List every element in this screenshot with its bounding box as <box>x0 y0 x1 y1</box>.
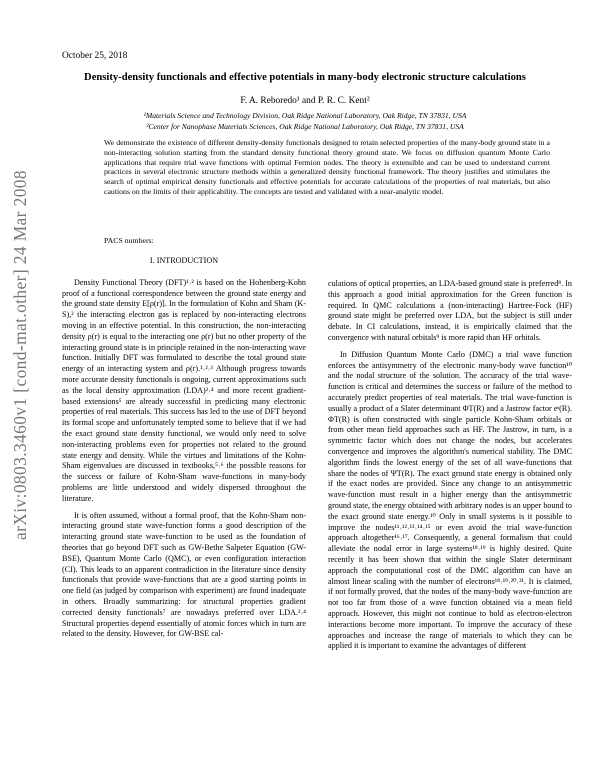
paragraph: culations of optical properties, an LDA-based ground state is preferred⁸. In this approach a good initial approximation for the Green function is required. In QMC calculations a (non-interacting) Hartree-Fock (HF) ground state might be preferred over LDA, but the subject is still under debate. In CI calculations, instead, it is empirically claimed that the convergence with natural orbitals⁹ is more rapid than HF orbitals. <box>328 279 572 342</box>
abstract: We demonstrate the existence of different density-density functionals designed to retain selected properties of the many-body ground state in a non-interacting solution starting from the standard density functional theory ground state. We focus on diffusion quantum Monte Carlo applications that require trial wave functions with optimal Fermion nodes. The theory is extensible and can be used to understand current practices in several electronic structure methods within a generalized density functional framework. The theory justifies and stimulates the search of optimal empirical density functionals and effective potentials for accurate calculations of the properties of real materials, but also cautions on the limits of their applicability. The concepts are tested and validated with a near-analytic model. <box>104 138 550 196</box>
affiliation-1: ¹Materials Science and Technology Division, Oak Ridge National Laboratory, Oak Ridge, TN 37831, USA <box>143 111 467 120</box>
arxiv-identifier: arXiv:0803.3460v1 [cond-mat.other] 24 Mar 2008 <box>10 170 30 540</box>
paper-title: Density-density functionals and effective potentials in many-body electronic structure calculations <box>84 72 526 83</box>
right-column <box>328 279 572 652</box>
paragraph: Density Functional Theory (DFT)¹˒² is based on the Hohenberg-Kohn proof of a functional correspondence between the ground state energy and the ground state density E[ρ(r)]. In the formulation of Kohn and Sham (K-S),² the interacting electron gas is replaced by non-interacting electrons moving in an effective potential. In this construction, the non-interacting density ρ(r) is equal to the interacting one ρ(r) but no other property of the interacting ground state is in principle retained in the non-interacting wave function. Initially DFT was formulated to describe the total ground state energy of an interacting system and ρ(r).¹˒²˒³ Although progress towards more accurate density functionals is ongoing, current approximations such as the local density approximation (LDA)²˒⁴ and more recent gradient-based extensions⁵ are already successful in predicting many electronic properties of real materials. This success has led to the use of DFT beyond its formal scope and unfortunately tempted some to believe that if we had the exact ground state density functional, we would only need to solve non-interacting problems even for properties not related to the ground state energy and density. While the virtues and limitations of the Kohn-Sham eigenvalues are discussed in textbooks,⁵˒⁶ the possible reasons for the success or failure of Kohn-Sham wave-functions in many-body problems are little understood and widely dispersed throughout the literature. <box>62 277 306 503</box>
affiliation-2: ²Center for Nanophase Materials Sciences, Oak Ridge National Laboratory, Oak Ridge, TN 37831, USA <box>146 122 464 131</box>
authors: F. A. Reboredo¹ and P. R. C. Kent² <box>240 96 370 106</box>
paragraph: In Diffusion Quantum Monte Carlo (DMC) a trial wave function enforces the antisymmetry of the electronic many-body wave function¹⁰ and the nodal structure of the solution. The accuracy of the trial wave-function is critical and determines the success or failure of the method to accurately predict properties of real materials. The trial wave-function is usually a product of a Slater determinant ΦT(R) and a Jastrow factor eˢ(R). ΦT(R) is often constructed with single particle Kohn-Sham orbitals or from other mean field approaches such as HF. The Jastrow, in turn, is a symmetric factor which does not change the nodes, but accelerates convergence and improves the algorithm's numerical stability. The DMC algorithm finds the lowest energy of the set of all wave-functions that share the nodes of ΨT(R). The exact ground state energy is obtained only if the exact nodes are provided. Since any change to an antisymmetric wave-function must result in a higher energy than the antisymmetric ground state, the energy obtained with arbitrary nodes is an upper bound to the exact ground state energy.¹⁰ Only in small systems is it possible to improve the nodes¹¹˒¹²˒¹³˒¹⁴˒¹⁵ or even avoid the trial wave-function approach altogether¹⁶˒¹⁷. Consequently, a general formalism that could alleviate the nodal error in large systems¹⁸˒¹⁹ is highly desired. Quite recently it has been shown that within the single Slater determinant approach the computational cost of the DMC algorithm can have an almost linear scaling with the number of electrons¹⁸˒¹⁹˒²⁰˒²¹. It is claimed, if not formally proved, that the nodes of the many-body wave-function are not too far from those of a wave function obtained via a mean field approach. However, this might not continue to hold as electron-electron interactions become more important. To improve the accuracy of these approaches and increase the range of materials to which they can be applied it is important to examine the advantages of different <box>328 349 572 651</box>
section-heading: I. INTRODUCTION <box>149 256 219 265</box>
paragraph: It is often assumed, without a formal proof, that the Kohn-Sham non-interacting ground state wave-function forms a good description of the interacting ground state wave-function to be used as the foundation of theories that go beyond DFT such as GW-Bethe Salpeter Equation (GW-BSE), Quantum Monte Carlo (QMC), or even configuration interaction (CI). This leads to an apparent contradiction in the literature since density functionals that provide wave-functions that are a good starting points in one field (as judged by comparison with experiment) are found inadequate in others. Broadly summarizing: for structural properties gradient corrected density functionals⁷ are nowadays preferred over LDA.²˒⁴ Structural properties depend essentially of atomic forces which in turn are related to the density. However, for GW-BSE cal- <box>62 510 306 639</box>
left-column <box>62 256 306 640</box>
date: October 25, 2018 <box>62 51 128 61</box>
pacs-numbers: PACS numbers: <box>104 236 154 245</box>
